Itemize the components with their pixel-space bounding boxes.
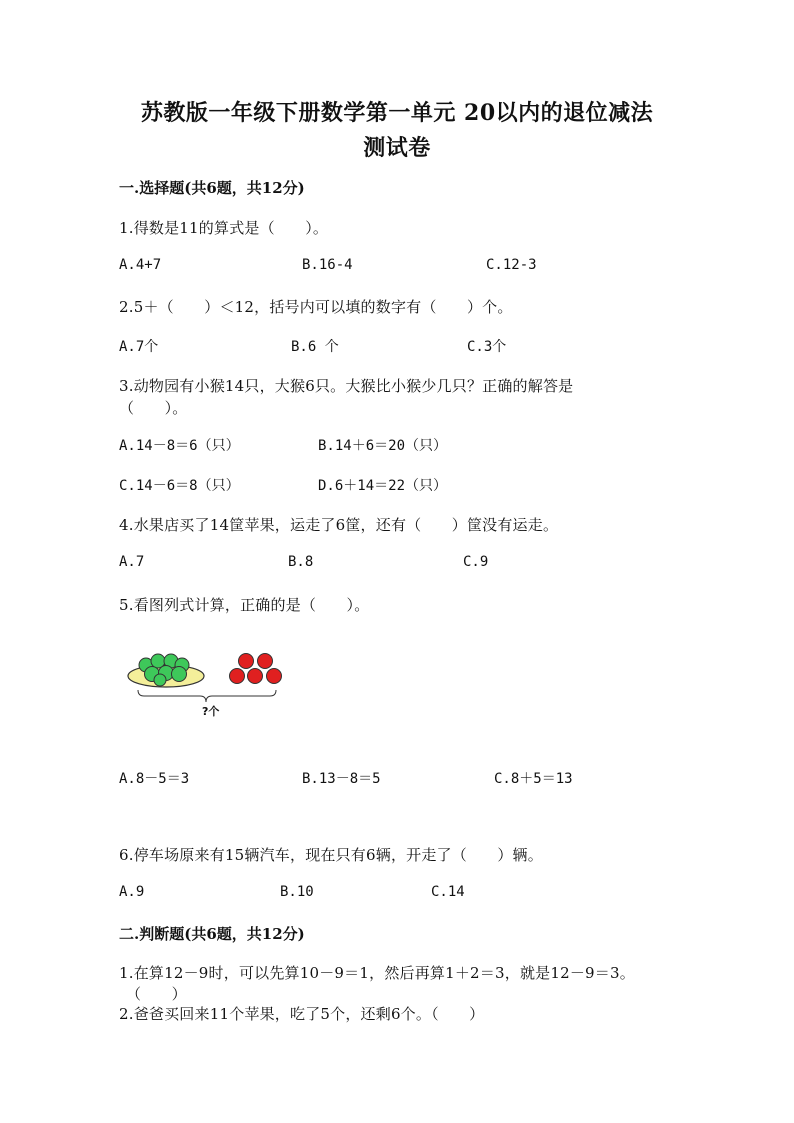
q3-option-b[interactable]: B.14＋6＝20（只） <box>318 438 448 454</box>
q5-option-b[interactable]: B.13－8＝5 <box>302 771 381 787</box>
question-6-stem: 6.停车场原来有15辆汽车，现在只有6辆，开走了（ ）辆。 <box>119 846 543 864</box>
q4-option-c[interactable]: C.9 <box>463 554 489 570</box>
red-apple-group <box>230 654 282 684</box>
question-2-stem: 2.5＋（ ）＜12，括号内可以填的数字有（ ）个。 <box>119 298 513 316</box>
q6-option-c[interactable]: C.14 <box>431 884 465 900</box>
judgement-1-line2: （ ） <box>126 985 187 1003</box>
q5-option-c[interactable]: C.8＋5＝13 <box>494 771 573 787</box>
green-apple-icon <box>154 674 166 686</box>
fruit-figure <box>124 644 290 724</box>
section-heading-judge: 二.判断题(共6题，共12分) <box>119 925 305 943</box>
red-apple-icon <box>239 654 254 669</box>
q2-option-c[interactable]: C.3个 <box>467 339 507 355</box>
q5-option-a[interactable]: A.8－5＝3 <box>119 771 190 787</box>
red-apple-icon <box>258 654 273 669</box>
q6-option-b[interactable]: B.10 <box>280 884 314 900</box>
section-heading-choice: 一.选择题(共6题，共12分) <box>119 179 305 197</box>
page-title-line1: 苏教版一年级下册数学第一单元 20以内的退位减法 <box>140 100 654 126</box>
q4-option-a[interactable]: A.7 <box>119 554 145 570</box>
q1-option-a[interactable]: A.4+7 <box>119 257 162 273</box>
judgement-1-line1: 1.在算12－9时，可以先算10－9＝1，然后再算1＋2＝3，就是12－9＝3。 <box>119 964 635 982</box>
q2-option-a[interactable]: A.7个 <box>119 339 159 355</box>
q3-option-c[interactable]: C.14－6＝8（只） <box>119 478 240 494</box>
figure-label: ?个 <box>202 705 220 718</box>
curly-brace-icon <box>138 690 276 702</box>
q6-option-a[interactable]: A.9 <box>119 884 145 900</box>
question-3-stem-line1: 3.动物园有小猴14只，大猴6只。大猴比小猴少几只？正确的解答是 <box>119 377 574 395</box>
red-apple-icon <box>230 669 245 684</box>
q2-option-b[interactable]: B.6 个 <box>291 339 339 355</box>
q3-option-a[interactable]: A.14－8＝6（只） <box>119 438 240 454</box>
question-1-stem: 1.得数是11的算式是（ ）。 <box>119 219 329 237</box>
q3-option-d[interactable]: D.6＋14＝22（只） <box>318 478 448 494</box>
green-apple-icon <box>172 667 187 682</box>
question-3-stem-line2: （ ）。 <box>119 399 188 417</box>
red-apple-icon <box>248 669 263 684</box>
question-4-stem: 4.水果店买了14筐苹果，运走了6筐，还有（ ）筐没有运走。 <box>119 516 559 534</box>
page-title-line2: 测试卷 <box>363 135 431 161</box>
q1-option-b[interactable]: B.16-4 <box>302 257 353 273</box>
red-apple-icon <box>267 669 282 684</box>
q4-option-b[interactable]: B.8 <box>288 554 314 570</box>
q1-option-c[interactable]: C.12-3 <box>486 257 537 273</box>
question-5-stem: 5.看图列式计算，正确的是（ ）。 <box>119 596 370 614</box>
judgement-2: 2.爸爸买回来11个苹果，吃了5个，还剩6个。（ ） <box>119 1005 485 1023</box>
